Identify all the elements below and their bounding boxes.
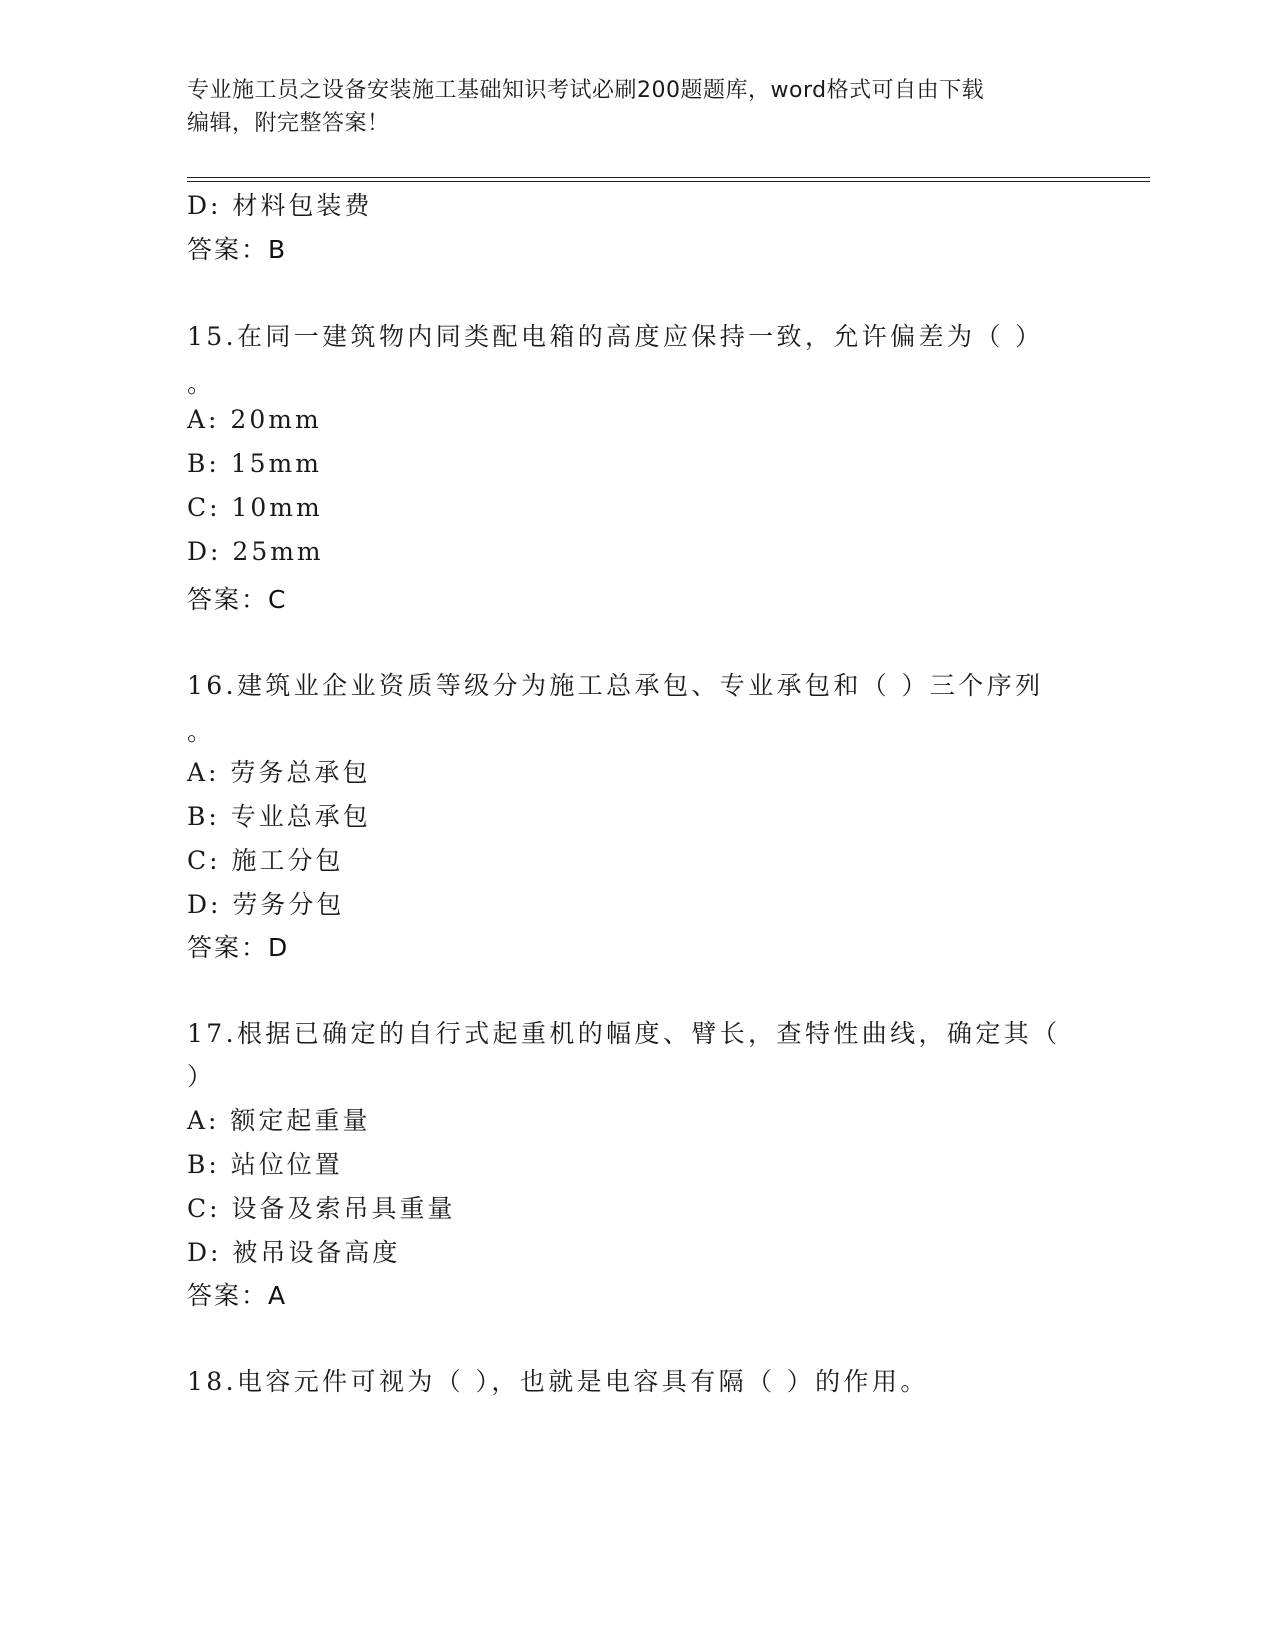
question-15-option-a: A: 20mm bbox=[187, 405, 322, 434]
question-16-option-a: A: 劳务总承包 bbox=[187, 758, 371, 787]
question-17-option-c: C: 设备及索吊具重量 bbox=[187, 1194, 456, 1223]
question-15-option-c: C: 10mm bbox=[187, 493, 323, 522]
document-header bbox=[187, 74, 1067, 140]
question-18-stem: 18.电容元件可视为（ ），也就是电容具有隔（ ）的作用。 bbox=[187, 1367, 929, 1396]
question-16-stem: 16.建筑业企业资质等级分为施工总承包、专业承包和（ ）三个序列 bbox=[187, 671, 1044, 700]
question-17-option-d: D: 被吊设备高度 bbox=[187, 1238, 401, 1267]
question-15-stem-cont: 。 bbox=[187, 369, 216, 398]
question-16-answer: 答案：D bbox=[187, 933, 290, 962]
prev-answer: 答案：B bbox=[187, 235, 288, 264]
question-16-option-b: B: 专业总承包 bbox=[187, 802, 371, 831]
question-15-option-d: D: 25mm bbox=[187, 537, 324, 566]
question-17-answer: 答案：A bbox=[187, 1281, 288, 1310]
question-16-option-d: D: 劳务分包 bbox=[187, 890, 345, 919]
header-title-line-1: 专业施工员之设备安装施工基础知识考试必刷200题题库，word格式可自由下载 bbox=[187, 78, 985, 103]
question-15-answer: 答案：C bbox=[187, 585, 288, 614]
question-16-stem-cont: 。 bbox=[187, 717, 216, 746]
question-17-stem-cont: ） bbox=[187, 1062, 216, 1091]
question-17-option-a: A: 额定起重量 bbox=[187, 1106, 371, 1135]
question-17-option-b: B: 站位位置 bbox=[187, 1150, 343, 1179]
header-divider-second bbox=[187, 181, 1150, 182]
header-divider bbox=[187, 177, 1150, 178]
question-17-stem: 17.根据已确定的自行式起重机的幅度、臂长，查特性曲线，确定其（ bbox=[187, 1019, 1061, 1048]
question-16-option-c: C: 施工分包 bbox=[187, 846, 344, 875]
question-15-stem: 15.在同一建筑物内同类配电箱的高度应保持一致，允许偏差为（ ） bbox=[187, 322, 1044, 351]
header-title-line-2: 编辑，附完整答案！ bbox=[187, 111, 390, 136]
question-15-option-b: B: 15mm bbox=[187, 449, 322, 478]
prev-option-d: D: 材料包装费 bbox=[187, 191, 373, 220]
